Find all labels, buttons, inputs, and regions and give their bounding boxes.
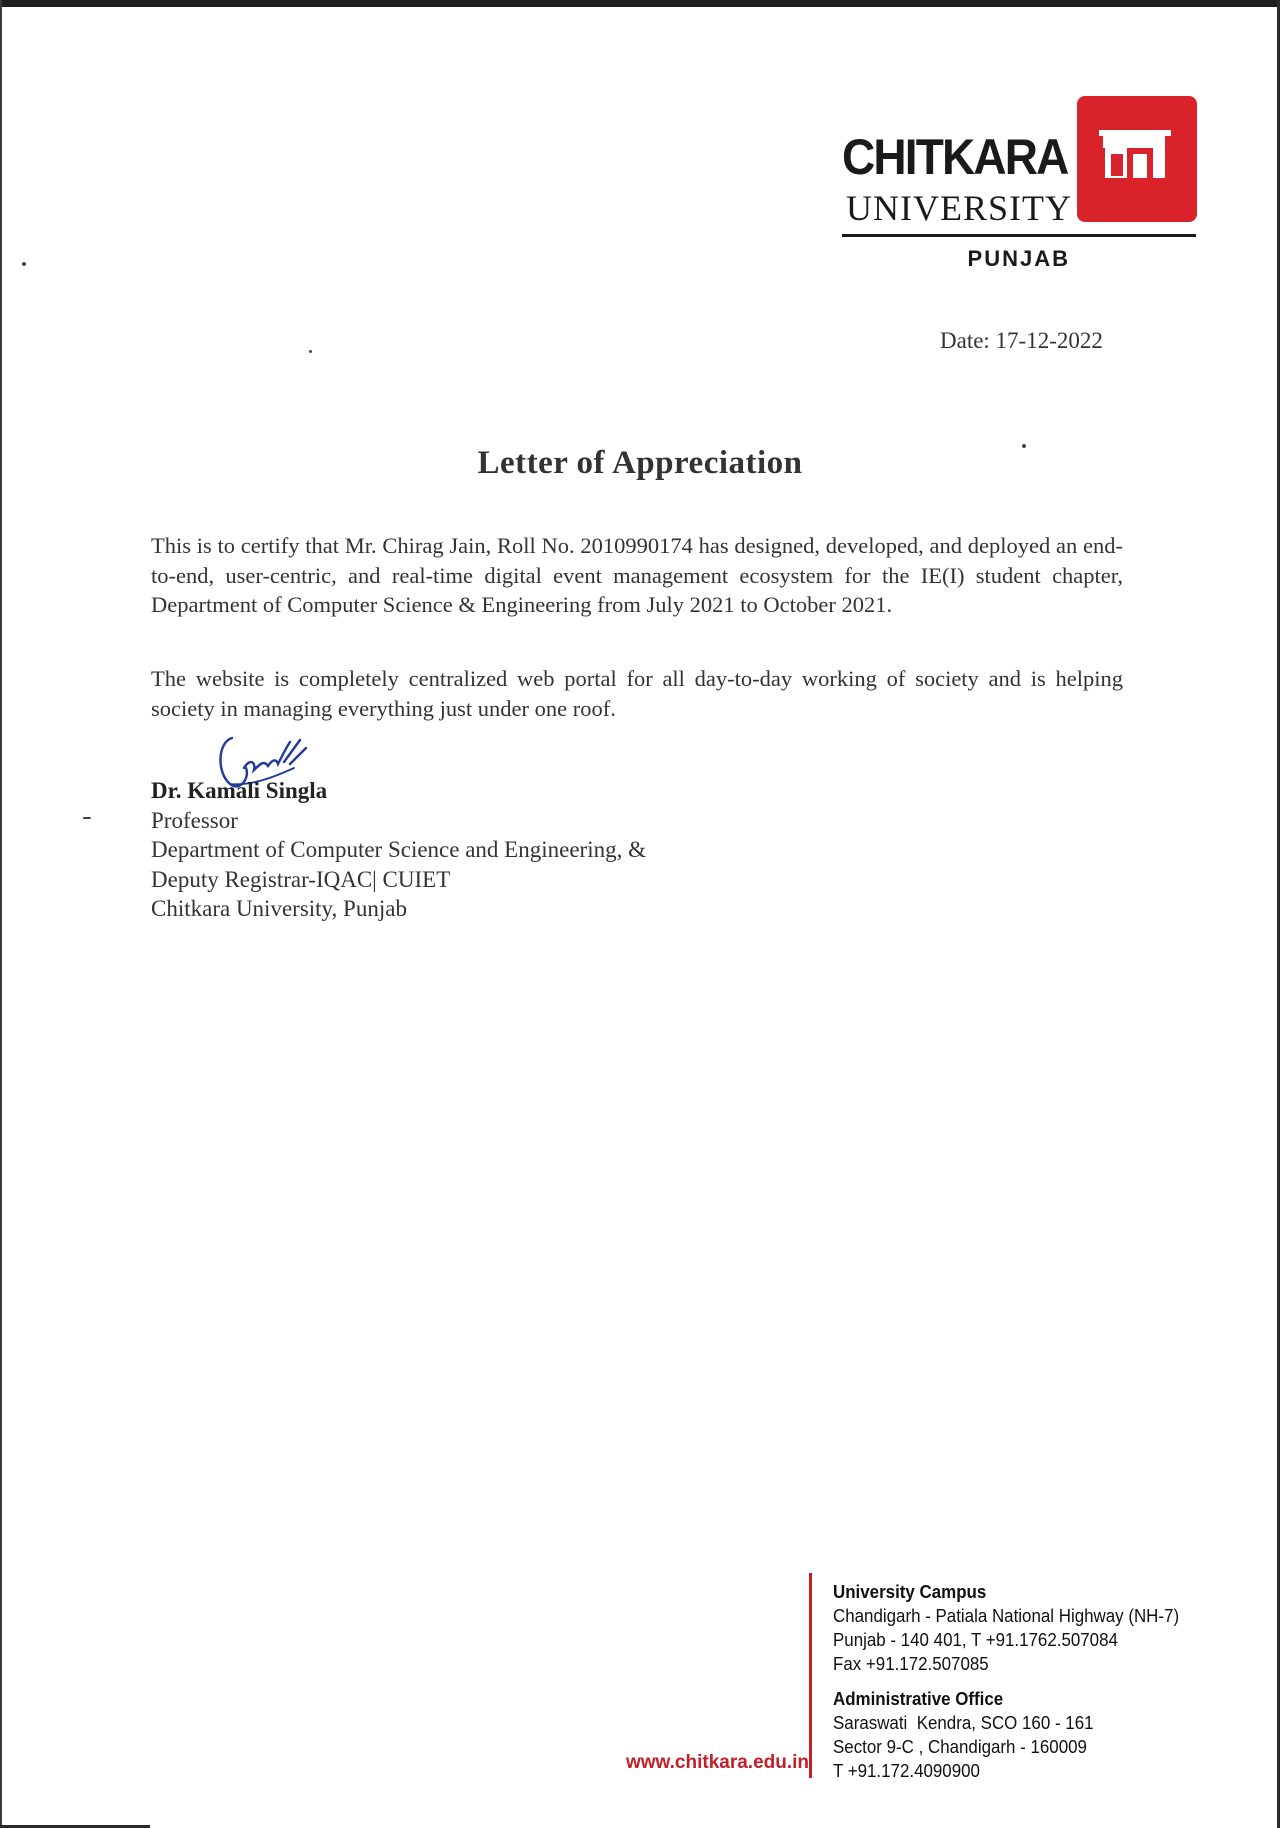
scan-speck [309,350,312,353]
signatory-block [151,776,646,924]
signatory-role: Deputy Registrar-IQAC| CUIET [151,866,451,892]
signatory-department: Department of Computer Science and Engineering, & [151,837,646,862]
letter-title: Letter of Appreciation [477,445,803,481]
campus-line: Chandigarh - Patiala National Highway (NH-7) [833,1606,1180,1626]
campus-line: Punjab - 140 401, T +91.1762.507084 [833,1630,1118,1650]
scan-speck [83,817,91,819]
logo-region: PUNJAB [967,246,1070,271]
footer-campus-address [833,1580,1179,1676]
signatory-name: Dr. Kamali Singla [151,778,328,803]
office-line: T +91.172.4090900 [833,1761,980,1781]
signatory-institution: Chitkara University, Punjab [151,896,407,921]
footer-divider [809,1573,812,1778]
footer-office-address [833,1687,1094,1783]
office-line: Sector 9-C , Chandigarh - 160009 [833,1737,1087,1757]
page-frame-top [0,0,1280,7]
logo-mark-icon [1077,96,1197,222]
campus-heading: University Campus [833,1582,987,1602]
logo-divider [842,234,1196,237]
signatory-designation: Professor [151,807,238,833]
letter-paragraph: This is to certify that Mr. Chirag Jain, Roll No. 2010990174 has designed, developed, and deployed an end-to-end, user-centric, and real-time digital event management ecosystem for the IE(I) student chapter, Department of Computer Science & Engineering from July 2021 to October 2021. [151,533,1123,617]
page-frame-left [0,0,2,1828]
office-line: Saraswati Kendra, SCO 160 - 161 [833,1713,1094,1733]
university-logo [840,96,1200,271]
logo-wordmark: CHITKARA [842,129,1068,185]
letter-date: Date: 17-12-2022 [940,328,1103,353]
scan-speck [22,262,26,266]
office-heading: Administrative Office [833,1689,1004,1709]
footer-website-link[interactable]: www.chitkara.edu.in [626,1752,810,1773]
campus-line: Fax +91.172.507085 [833,1654,989,1674]
logo-subtitle: UNIVERSITY [846,188,1072,228]
letter-paragraph: The website is completely centralized web portal for all day-to-day working of society and is helping society in managing everything just under one roof. [151,666,1123,721]
